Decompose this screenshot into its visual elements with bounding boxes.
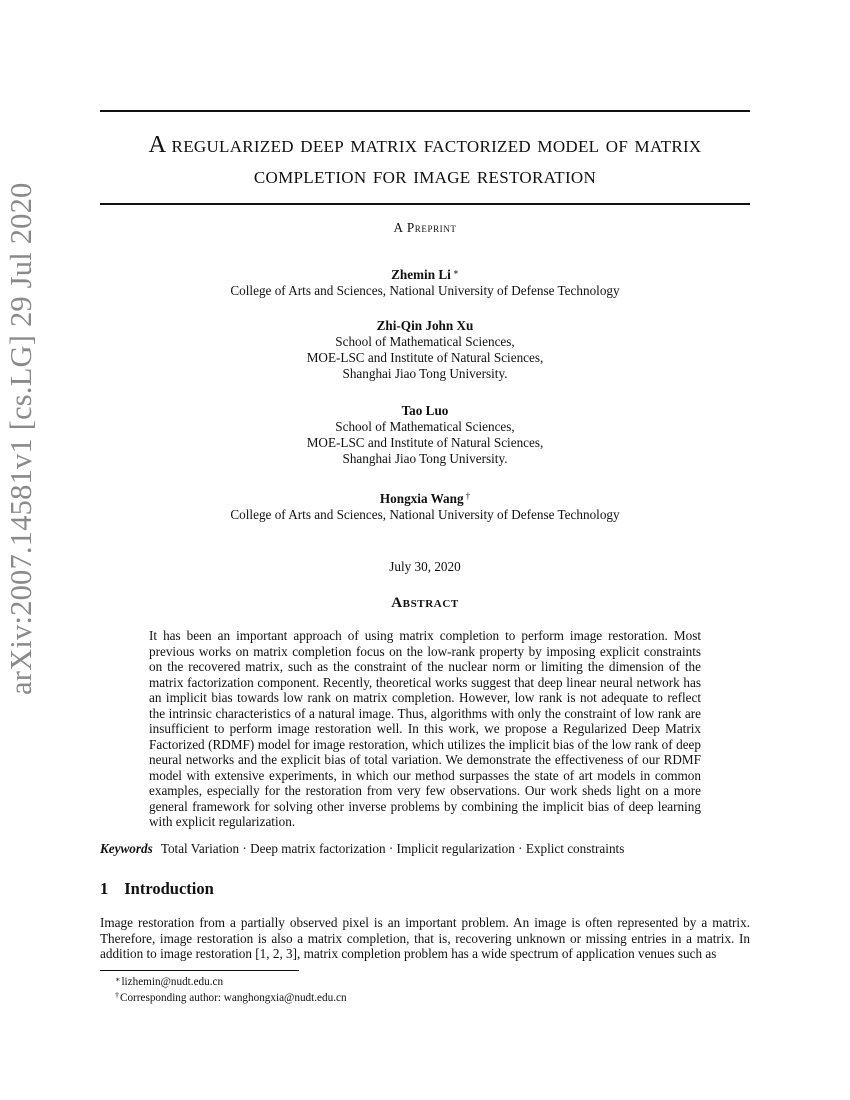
author-affiliation: MOE-LSC and Institute of Natural Sciences, xyxy=(306,435,544,450)
author-block-4 xyxy=(100,488,750,523)
author-block-2 xyxy=(100,318,750,382)
section-number: 1 xyxy=(100,879,109,898)
author-name: Zhemin Li xyxy=(391,267,451,282)
footnote-corresponding xyxy=(100,989,750,1005)
author-footnote-mark: ∗ xyxy=(452,267,459,277)
title-bottom-rule xyxy=(100,203,750,205)
author-affiliation: School of Mathematical Sciences, xyxy=(335,419,515,434)
footnote-rule xyxy=(100,970,299,971)
preprint-label: A Preprint xyxy=(393,220,457,235)
author-block-1 xyxy=(100,264,750,299)
author-affiliation: School of Mathematical Sciences, xyxy=(335,334,515,349)
keywords-label: Keywords xyxy=(100,841,153,856)
section-title: Introduction xyxy=(124,879,214,898)
author-affiliation: Shanghai Jiao Tong University. xyxy=(342,366,508,381)
footnotes xyxy=(100,973,750,1005)
footnote-mark: ∗ xyxy=(115,975,121,984)
title-line-2: completion for image restoration xyxy=(253,162,597,189)
footnote-mark: † xyxy=(115,991,119,1000)
author-affiliation: Shanghai Jiao Tong University. xyxy=(342,451,508,466)
footnote-text: Corresponding author: wanghongxia@nudt.edu.cn xyxy=(120,992,347,1004)
author-block-3 xyxy=(100,403,750,467)
keywords-list: Total Variation · Deep matrix factorization · Implicit regularization · Explict constraints xyxy=(160,841,625,856)
section-heading-introduction xyxy=(100,879,214,899)
footnote-email xyxy=(100,973,750,989)
abstract-heading: Abstract xyxy=(391,595,459,611)
author-name: Zhi-Qin John Xu xyxy=(376,318,474,333)
footnote-text: lizhemin@nudt.edu.cn xyxy=(121,976,224,988)
keywords-line xyxy=(100,841,750,857)
arxiv-stamp-text: arXiv:2007.14581v1 [cs.LG] 29 Jul 2020 xyxy=(4,182,38,695)
author-name: Tao Luo xyxy=(401,403,449,418)
abstract-text: It has been an important approach of using matrix completion to perform image restoration. Most previous works on matrix completion focus on the low-rank property by imposing explicit constraints on the recovered matrix, such as the constraint of the nuclear norm or limiting the dimension of the matrix factorization component. Recently, theoretical works suggest that deep linear neural network has an implicit bias towards low rank on matrix completion. However, low rank is not adequate to reflect the intrinsic characteristics of a natural image. Thus, algorithms with only the constraint of low rank are insufficient to perform image restoration well. In this work, we propose a Regularized Deep Matrix Factorized (RDMF) model for image restoration, which utilizes the implicit bias of the low rank of deep neural networks and the explicit bias of total variation. We demonstrate the effectiveness of our RDMF model with extensive experiments, in which our method surpasses the state of art models in common examples, especially for the restoration from very few observations. Our work sheds light on a more general framework for solving other inverse problems by combining the implicit bias of deep learning with explicit regularization. xyxy=(149,628,701,829)
title-line-1: A regularized deep matrix factorized model of matrix xyxy=(148,131,702,158)
author-affiliation: College of Arts and Sciences, National University of Defense Technology xyxy=(230,507,620,522)
title-top-rule xyxy=(100,110,750,112)
author-affiliation: MOE-LSC and Institute of Natural Sciences, xyxy=(306,350,544,365)
introduction-paragraph: Image restoration from a partially observed pixel is an important problem. An image is often represented by a matrix. Therefore, image restoration is also a matrix completion, that is, recovering unknown or missing entries in a matrix. In addition to image restoration [1, 2, 3], matrix completion problem has a wide spectrum of application venues such as xyxy=(100,915,750,962)
author-affiliation: College of Arts and Sciences, National University of Defense Technology xyxy=(230,283,620,298)
publication-date: July 30, 2020 xyxy=(389,559,461,574)
author-name: Hongxia Wang xyxy=(379,491,464,506)
paper-title xyxy=(100,129,750,191)
author-footnote-mark: † xyxy=(465,491,471,501)
